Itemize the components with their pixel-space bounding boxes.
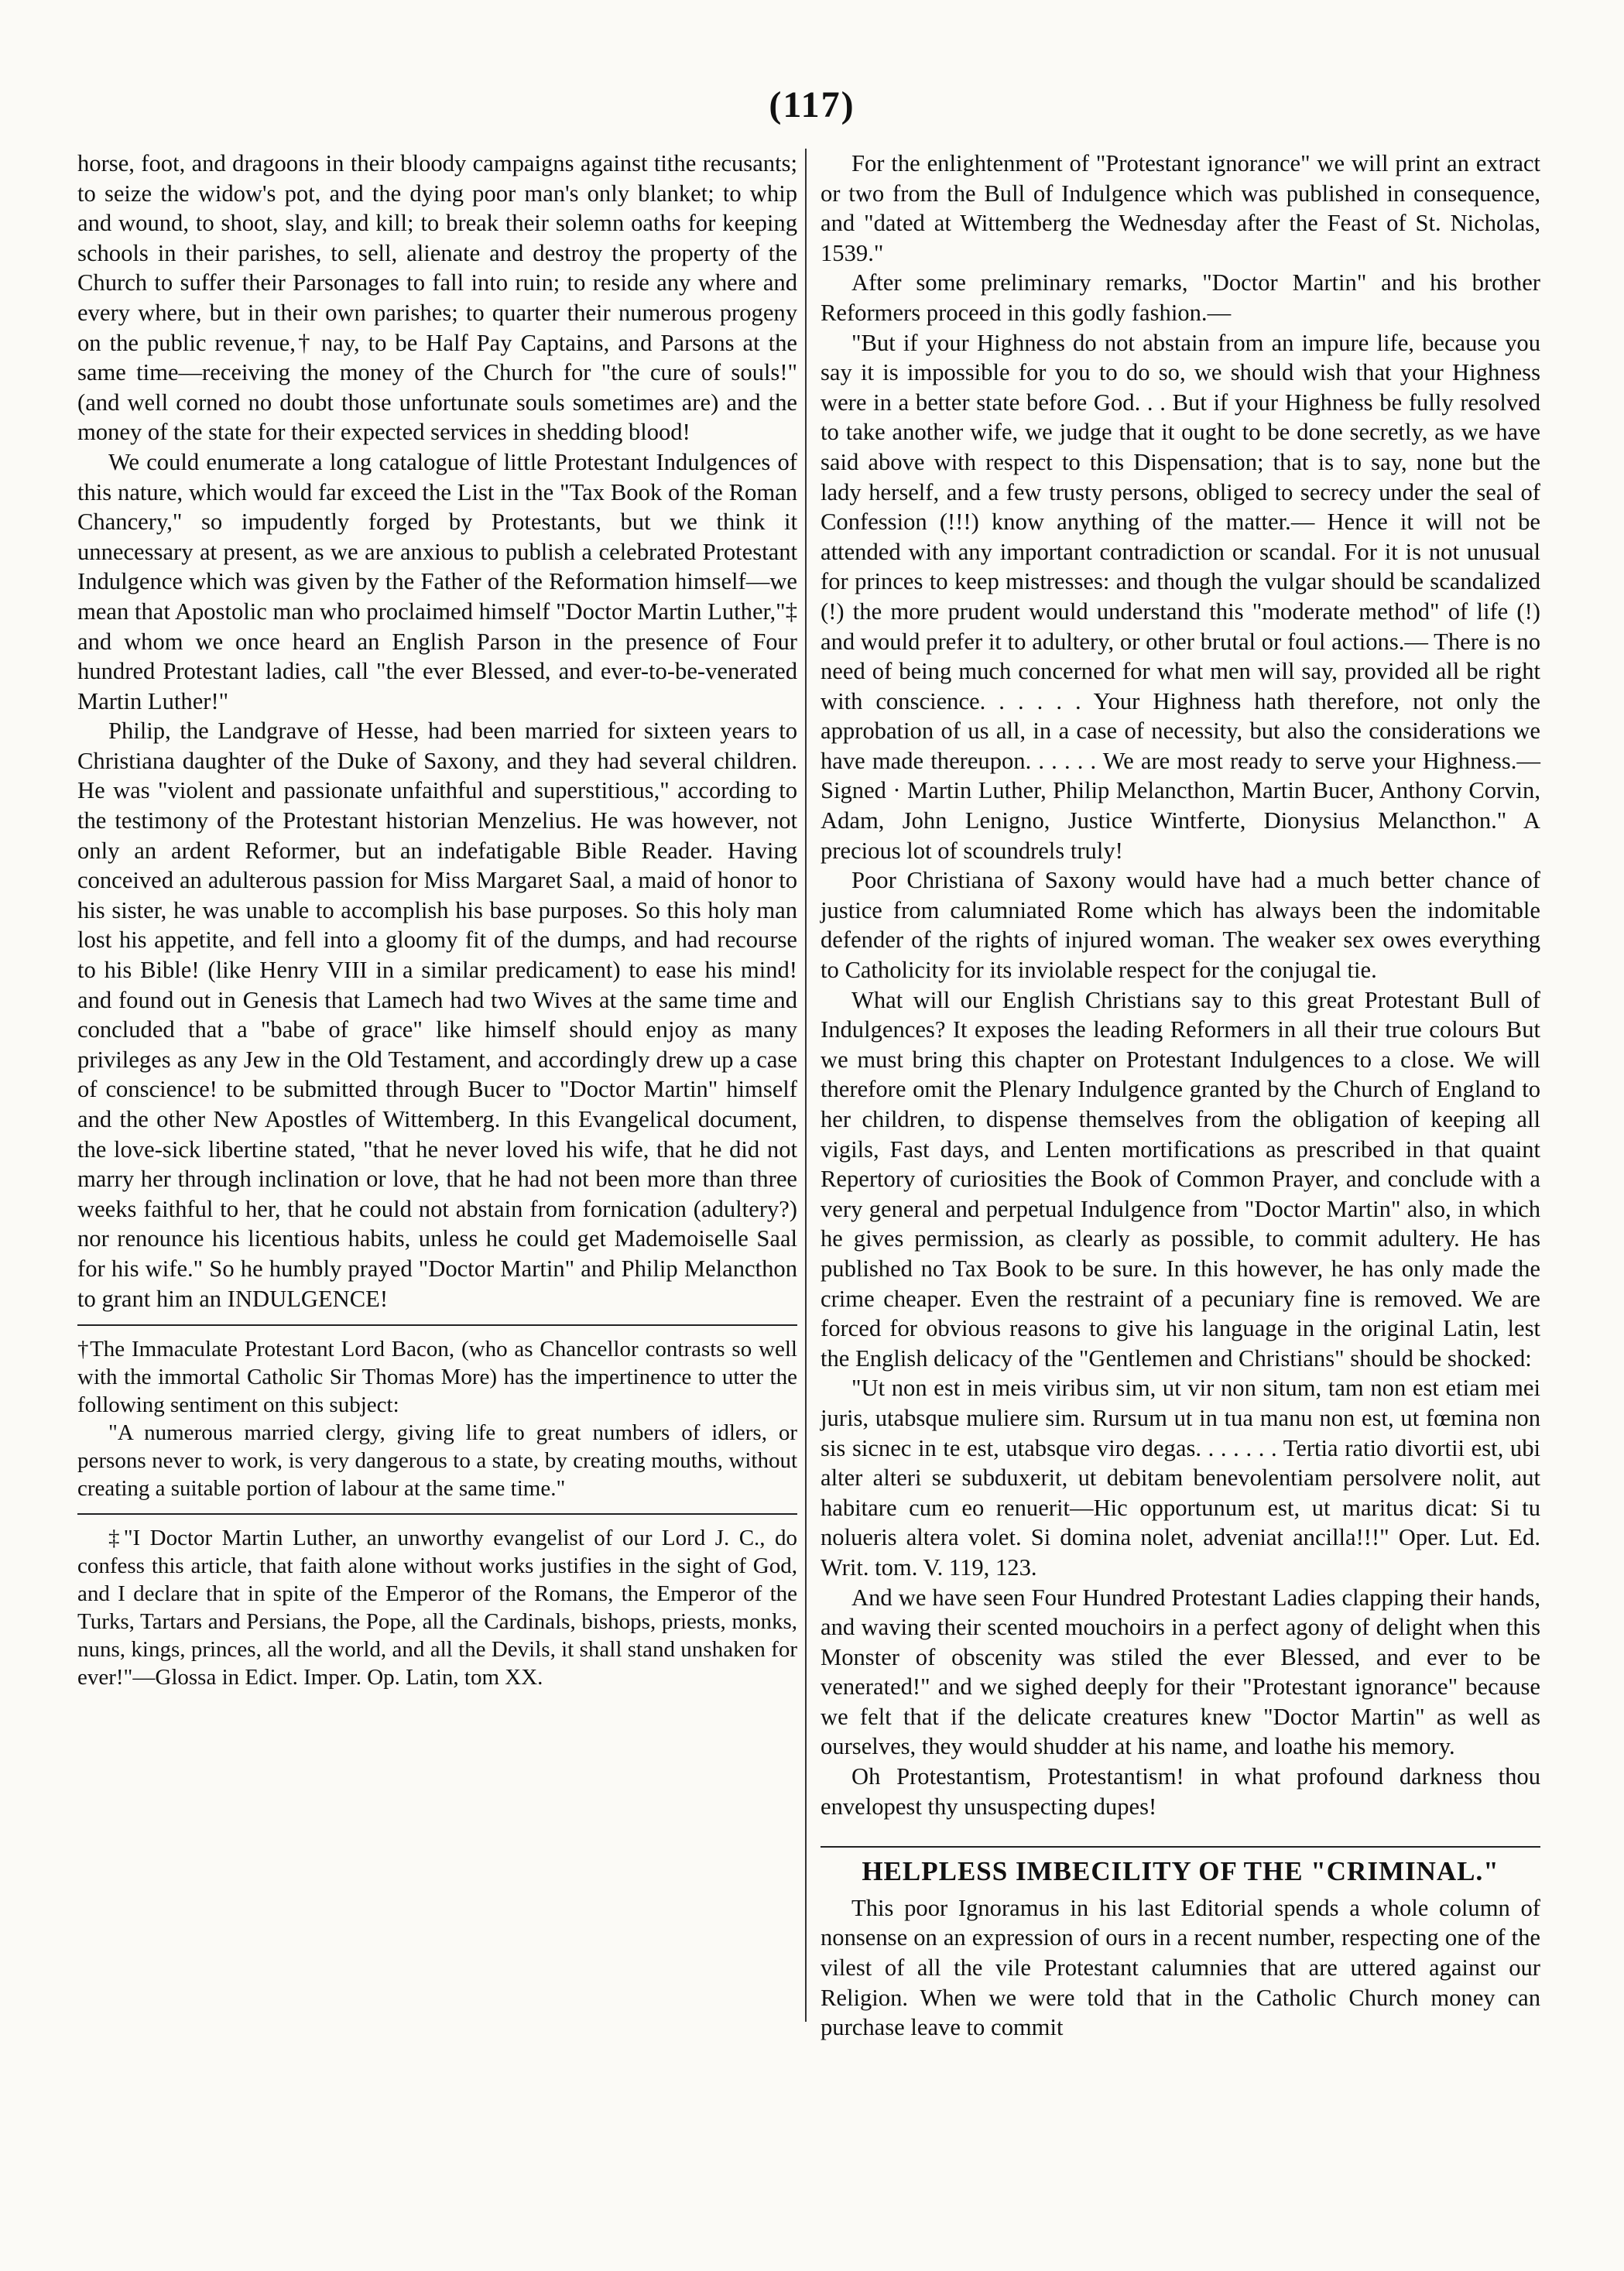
footnote-double-dagger: ‡"I Doctor Martin Luther, an unworthy evangelist of our Lord J. C., do confess this article, that faith alone without works justifies in the sight of God, and I declare that in spite of the Emperor of the Romans, the Emperor of the Turks, Tartars and Persians, the Pope, all the Cardinals, bishops, priests, monks, nuns, kings, princes, all the world, and all the Devils, it shall stand unshaken for ever!"—Glossa in Edict. Imper. Op. Latin, tom XX. [77, 1526, 797, 1690]
footnote-rule [77, 1513, 797, 1515]
article-paragraph: horse, foot, and dragoons in their bloody campaigns against tithe recusants; to seize the widow's pot, and the dying poor man's only blanket; to whip and wound, to shoot, slay, and kill; to break their solemn oaths for keeping schools in their parishes, to sell, alienate and destroy the property of the Church to suffer their Parsonages to fall into ruin; to reside any where and every where, but in their own parishes; to quarter their numerous progeny on the public revenue,† nay, to be Half Pay Captains, and Parsons at the same time—receiving the money of the Church for "the cure of souls!" (and well corned no doubt those unfortunate souls sometimes are) and the money of the state for their expected services in shedding blood! [77, 150, 797, 446]
bull-quote: "But if your Highness do not abstain from an impure life, because you say it is impossible for you to do so, we should wish that your Highness were in a better state before God. . . But if your Highness be fully resolved to take another wife, we judge that it ought to be done secretly, as we have said above with respect to this Dispensation; that is to say, none but the lady herself, and a few trusty persons, obliged to secrecy under the seal of Confession (!!!) know anything of the matter.— Hence it will not be attended with any important contradiction or scandal. For it is not unusual for princes to keep mistresses: and though the vulgar should be scandalized (!) the more prudent would understand this "moderate method" of life (!) and would prefer it to adultery, or other brutal or foul actions.— There is no need of being much concerned for what men will say, provided all be right with conscience. . . . . . Your Highness hath therefore, not only the approbation of us all, in a case of necessity, but also the considerations we have made thereupon. . . . . . We are most ready to serve your Highness.— Signed · Martin Luther, Philip Melancthon, Martin Bucer, Anthony Corvin, Adam, John Lenigno, Justice Wintferte, Dionysius Melancthon." A precious lot of scoundrels truly! [821, 329, 1540, 864]
left-column [77, 149, 797, 1691]
section-headline: HELPLESS IMBECILITY OF THE "CRIMINAL." [862, 1856, 1499, 1887]
footnotes [77, 1335, 797, 1691]
article-paragraph: We could enumerate a long catalogue of little Protestant Indulgences of this nature, which would far exceed the List in the "Tax Book of the Roman Chancery," so impudently forged by Protestants, but we think it unnecessary at present, as we are anxious to publish a celebrated Protestant Indulgence which was given by the Father of the Reformation himself—we mean that Apostolic man who proclaimed himself "Doctor Martin Luther,"‡ and whom we once heard an English Parson in the presence of Four hundred Protestant ladies, call "the ever Blessed, and ever-to-be-venerated Martin Luther!" [77, 448, 797, 714]
article-paragraph: This poor Ignoramus in his last Editorial spends a whole column of nonsense on an expression of ours in a recent number, respecting one of the vilest of all the vile Protestant calumnies that are uttered against our Religion. When we were told that in the Catholic Church money can purchase leave to commit [821, 1894, 1540, 2041]
page-number: (117) [769, 84, 855, 125]
footnote-dagger: †The Immaculate Protestant Lord Bacon, (who as Chancellor contrasts so well with the immortal Catholic Sir Thomas More) has the impertinence to utter the following sentiment on this subject: [77, 1337, 797, 1418]
footnote-quote: "A numerous married clergy, giving life to great numbers of idlers, or persons never to work, is very dangerous to a state, by creating mouths, without creating a suitable portion of labour at the same time." [77, 1420, 797, 1502]
article-paragraph: Oh Protestantism, Protestantism! in what profound darkness thou envelopest thy unsuspecting dupes! [821, 1763, 1540, 1820]
article-paragraph: Poor Christiana of Saxony would have had a much better chance of justice from calumniated Rome which has always been the indomitable defender of the rights of injured woman. The weaker sex owes everything to Catholicity for its inviolable respect for the conjugal tie. [821, 867, 1540, 984]
article-paragraph: For the enlightenment of "Protestant ignorance" we will print an extract or two from the Bull of Indulgence which was published in consequence, and "dated at Wittemberg the Wednesday after the Feast of St. Nicholas, 1539." [821, 150, 1540, 266]
right-column [821, 149, 1540, 2043]
article-paragraph: And we have seen Four Hundred Protestant Ladies clapping their hands, and waving their scented mouchoirs in a perfect agony of delight when this Monster of obscenity was stiled the ever Blessed, and ever to be venerated!" and we sighed deeply for their "Protestant ignorance" because we felt that if the delicate creatures knew "Doctor Martin" as well as ourselves, they would shudder at his name, and loathe his memory. [821, 1584, 1540, 1760]
article-paragraph: After some preliminary remarks, "Doctor Martin" and his brother Reformers proceed in this godly fashion.— [821, 269, 1540, 326]
footnote-rule [77, 1324, 797, 1326]
article-paragraph: Philip, the Landgrave of Hesse, had been married for sixteen years to Christiana daughter of the Duke of Saxony, and they had several children. He was "violent and passionate unfaithful and superstitious," according to the testimony of the Protestant historian Menzelius. He was however, not only an ardent Reformer, but an indefatigable Bible Reader. Having conceived an adulterous passion for Miss Margaret Saal, a maid of honor to his sister, he was unable to accomplish his base purposes. So this holy man lost his appetite, and fell into a gloomy fit of the dumps, and had recourse to his Bible! (like Henry VIII in a similar predicament) to ease his mind! and found out in Genesis that Lamech had two Wives at the same time and concluded that a "babe of grace" like himself should enjoy as many privileges as any Jew in the Old Testament, and accordingly drew up a case of conscience! to be submitted through Bucer to "Doctor Martin" himself and the other New Apostles of Wittemberg. In this Evangelical document, the love-sick libertine stated, "that he never loved his wife, that he did not marry her through inclination or love, that he had not been more than three weeks faithful to her, that he could not abstain from fornication (adultery?) nor renounce his licentious habits, unless he could get Mademoiselle Saal for his wife." So he humbly prayed "Doctor Martin" and Philip Melancthon to grant him an INDULGENCE! [77, 718, 797, 1312]
article-paragraph: What will our English Christians say to this great Protestant Bull of Indulgences? It exposes the leading Reformers in all their true colours But we must bring this chapter on Protestant Indulgences to a close. We will therefore omit the Plenary Indulgence granted by the Church of England to her children, to dispense themselves from the obligation of keeping all vigils, Fast days, and Lenten mortifications as prescribed in that quaint Repertory of curiosities the Book of Common Prayer, and conclude with a very general and perpetual Indulgence from "Doctor Martin" also, in which he gives permission, as clearly as possible, to commit adultery. He has published no Tax Book to be sure. In this however, he has only made the crime cheaper. Even the restraint of a pecuniary fine is removed. We are forced for obvious reasons to give his language in the original Latin, lest the English delicacy of the "Gentlemen and Christians" should be shocked: [821, 986, 1540, 1372]
latin-quote: "Ut non est in meis viribus sim, ut vir non situm, tam non est etiam mei juris, utabsque muliere sim. Rursum ut in tua manu non est, ut fœmina non sis sicnec in te est, utabsque viro degas. . . . . . . Tertia ratio divortii est, ubi alter alteri se subduxerit, ut debitam benevolentiam persolvere nolit, aut habitare cum eo renuerit—Hic opportunum est, ut maritus dicat: Si tu nolueris altera volet. Si domina nolet, adveniat ancilla!!!" Oper. Lut. Ed. Writ. tom. V. 119, 123. [821, 1375, 1540, 1581]
section-rule [821, 1846, 1540, 1848]
column-divider [805, 149, 807, 2022]
section-spacer [821, 1821, 1540, 1835]
